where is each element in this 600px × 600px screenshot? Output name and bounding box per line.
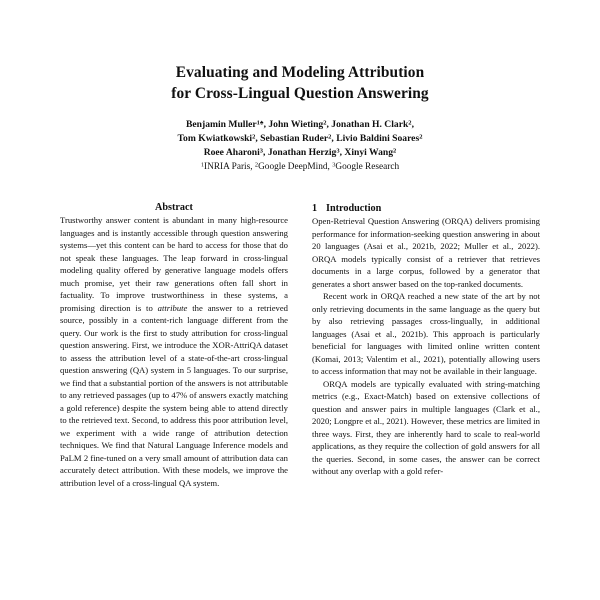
introduction-heading	[312, 196, 540, 215]
title-line-1: Evaluating and Modeling Attribution	[175, 64, 425, 81]
page-title	[60, 62, 540, 105]
abstract-text-part-2: the answer to a retrieved source, possibly in a content-rich language different from the query. Our work is the first to study attribution for cross-lingual question answering. First, we introduce the XOR-AttriQA dataset to assess the attribution level of a state-of-the-art cross-lingual question answering (QA) system in 5 languages. To our surprise, we find that a substantial portion of the answers is not attributable to any retrieved passages (up to 47% of answers exactly matching a gold reference) despite the system being able to attend directly to the retrieved text. Second, to address this poor attribution level, we experiment with a wide range of attribution detection techniques. We find that Natural Language Inference models and PaLM 2 fine-tuned on a very small amount of attribution data can accurately detect attribution. With these models, we improve the attribution level of a cross-lingual QA system.	[60, 302, 288, 488]
intro-paragraph-3: ORQA models are typically evaluated with string-matching metrics (e.g., Exact-Match) based on extensive collections of question and answer pairs in multiple languages (Clark et al., 2020; Longpre et al., 2021). However, these metrics are limited in three ways. First, they are inherently hard to scale to real-world applications, as they require the collection of gold answers for all the queries. Second, in some cases, the answer can be correct without any overlap with a gold refer-	[312, 378, 540, 477]
author-line-2: Tom Kwiatkowski$^2$, Sebastian Ruder$^2$, Livio Baldini Soares$^2$	[177, 132, 423, 144]
abstract-heading: Abstract	[155, 202, 193, 213]
section-title: Introduction	[326, 203, 382, 214]
section-number: 1	[312, 203, 318, 214]
abstract-paragraph	[60, 214, 288, 489]
author-line-3: Roee Aharoni$^3$, Jonathan Herzig$^3$, Xinyi Wang$^2$	[203, 146, 397, 158]
right-column	[312, 196, 540, 600]
intro-paragraph-1: Open-Retrieval Question Answering (ORQA) delivers promising performance for information-seeking question answering in about 20 languages (Asai et al., 2021b, 2022; Muller et al., 2022). ORQA models typically consist of a retriever that retrieves documents in a large corpus, followed by a generator that generates a short answer based on the top-ranked documents.	[312, 216, 540, 289]
left-column	[60, 196, 288, 600]
author-line-1: Benjamin Muller$^{1♠}$, John Wieting$^2$, Jonathan H. Clark$^2$,	[186, 118, 414, 130]
abstract-text-part-1: Trustworthy answer content is abundant in many high-resource languages and is instantly accessible through question answering systems—yet this content can be hard to access for those that do not speak these languages. The leap forward in cross-lingual modeling quality offered by generative language models offers much promise, yet their raw generations often fall short in factuality. To improve trustworthiness in these systems, a promising direction is to	[60, 215, 288, 313]
title-block	[60, 0, 540, 174]
abstract-italic-term: attribute	[157, 302, 188, 313]
author-list	[60, 118, 540, 175]
two-column-body	[60, 196, 540, 600]
intro-paragraph-2: Recent work in ORQA reached a new state of the art by not only retrieving documents in the same language as the query but by also retrieving passages cross-lingually, in additional languages (Asai et al., 2021b). This approach is particularly beneficial for languages with limited online written content (Komai, 2013; Valentim et al., 2021), potentially allowing users to access information that may not be available in their language.	[312, 291, 540, 377]
affiliation-line: $^1$INRIA Paris, $^2$Google DeepMind, $^3$Google Research	[200, 161, 400, 172]
title-line-2: for Cross-Lingual Question Answering	[171, 85, 429, 103]
